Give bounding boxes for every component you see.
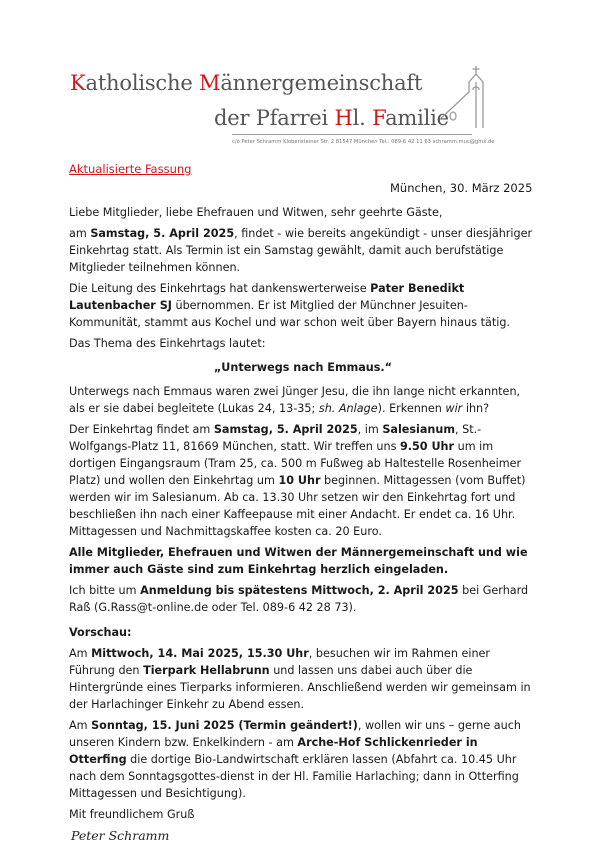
bold-text: Samstag, 5. April 2025 [90, 227, 235, 240]
letterhead-text: ännergemeinschaft [220, 71, 423, 95]
text-run: Der Einkehrtag findet am [69, 423, 214, 436]
letterhead-text: l. [352, 106, 373, 130]
text-run: , findet - wie bereits angekündigt - unser diesjähriger Einkehrtag statt. Als Termin ist ein Samstag gewählt, damit auch berufstätige Mitglieder teilnehmen können. [69, 227, 533, 274]
text-run: die dortige Bio-Landwirtschaft erklären lassen (Abfahrt ca. 10.45 Uhr nach dem Sonntagsgottes-dienst in der Hl. Familie Harlaching; dann in Otterfing Mittagessen und Besichtigung). [69, 753, 519, 800]
text-run: Unterwegs nach Emmaus waren zwei Jünger Jesu, die ihn lange nicht erkannten, als er sie dabei begleitete (Lukas 24, 13-35; [69, 385, 521, 415]
text-run: um im dortigen Eingangsraum (Tram 25, ca. 500 m Fußweg ab Haltestelle Rosenheimer Platz) und wollen den Einkehrtag um [69, 440, 522, 487]
letterhead-divider [232, 134, 472, 135]
bold-text: „Unterwegs nach Emmaus.“ [213, 361, 393, 374]
letter-paragraph [69, 280, 537, 331]
letterhead-text: amilie [385, 106, 449, 130]
letterhead-initial: H [334, 106, 353, 130]
revision-status-link[interactable]: Aktualisierte Fassung [69, 162, 192, 176]
text-run: Das Thema des Einkehrtags lautet: [69, 337, 266, 350]
letter-date: München, 30. März 2025 [390, 181, 533, 195]
text-run: und lassen uns dabei auch über die Hintergründe eines Tierparks informieren. Anschließend werden wir gemeinsam in der Harlachinger Einkehr zu Abend essen. [69, 664, 531, 711]
letter-paragraph [69, 624, 537, 641]
text-run: übernommen. Er ist Mitglied der Münchner Jesuiten-Kommunität, stammt aus Kochel und war schon weit über Bayern hinaus tätig. [69, 299, 510, 329]
letter-paragraph [69, 645, 537, 713]
text-run: am [69, 227, 91, 240]
letter-paragraph [69, 806, 537, 823]
letter-paragraph [69, 544, 537, 578]
text-run: , wollen wir uns – gerne auch unseren Kindern bzw. Enkelkindern - am [69, 719, 521, 749]
text-run: Ich bitte um [69, 584, 141, 597]
text-run: ). Erkennen [377, 402, 446, 415]
letter-paragraph [69, 204, 537, 221]
letterhead-initial: M [199, 71, 221, 95]
letterhead-title-line2 [214, 106, 449, 130]
bold-text: 9.50 Uhr [399, 440, 455, 453]
letter-paragraph [69, 359, 537, 376]
text-run: , St.-Wolfgangs-Platz 11, 81669 München, statt. Wir treffen uns [69, 423, 482, 453]
text-run: Die Leitung des Einkehrtags hat dankenswerterweise [69, 282, 371, 295]
letterhead-initial: K [70, 71, 86, 95]
letter-paragraph [69, 335, 537, 352]
letterhead-text: der Pfarrei [214, 106, 335, 130]
letterhead-address: c/o Peter Schramm Klobensteiner Str. 2 81547 München Tel.: 089-6 42 11 63 schramm.muc@gmx.de [232, 139, 495, 145]
text-run: ihn? [462, 402, 490, 415]
text-run: bei Gerhard Raß (G.Rass@t-online.de oder Tel. 089-6 42 28 73). [69, 584, 529, 614]
letter-paragraph [69, 717, 537, 802]
italic-text: sh. Anlage [318, 402, 378, 415]
letter-paragraph [69, 383, 537, 417]
bold-text: 10 Uhr [278, 474, 321, 487]
text-run: Mit freundlichem Gruß [69, 808, 195, 821]
bold-text: Mittwoch, 14. Mai 2025, 15.30 Uhr [91, 647, 309, 660]
letter-body [69, 204, 537, 844]
church-logo-icon [432, 64, 502, 130]
bold-text: Arche-Hof Schlickenrieder in Otterfing [69, 736, 478, 766]
text-run: Am [69, 647, 92, 660]
bold-text: Alle Mitglieder, Ehefrauen und Witwen der Männergemeinschaft und wie immer auch Gäste sind zum Einkehrtag herzlich eingeladen. [69, 546, 528, 576]
bold-text: Anmeldung bis spätestens Mittwoch, 2. April 2025 [140, 584, 459, 597]
letterhead-text: atholische [85, 71, 200, 95]
bold-text: Salesianum [382, 423, 456, 436]
bold-text: Sonntag, 15. Juni 2025 (Termin geändert!) [91, 719, 358, 732]
text-run: beginnen. Mittagessen (vom Buffet) werden wir im Salesianum. Ab ca. 13.30 Uhr setzen wir den Einkehrtag fort und beschließen ihn nach einer Kaffeepause mit einer Andacht. Er endet ca. 16 Uhr. Mittagessen und Nachmittagskaffee kosten ca. 20 Euro. [69, 474, 526, 538]
text-run: Am [69, 719, 92, 732]
letter-paragraph [69, 582, 537, 616]
bold-text: Pater Benedikt Lautenbacher SJ [69, 282, 465, 312]
signature: Peter Schramm [71, 828, 170, 843]
italic-text: wir [445, 402, 463, 415]
bold-text: Samstag, 5. April 2025 [213, 423, 358, 436]
bold-text: Vorschau: [69, 626, 132, 639]
letterhead-initial: F [372, 106, 386, 130]
bold-text: Tierpark Hellabrunn [143, 664, 270, 677]
letterhead-title-line1 [70, 71, 422, 95]
text-run: Liebe Mitglieder, liebe Ehefrauen und Witwen, sehr geehrte Gäste, [69, 206, 443, 219]
text-run: , besuchen wir im Rahmen einer Führung den [69, 647, 491, 677]
letter-paragraph [69, 225, 537, 276]
letter-paragraph [69, 421, 537, 540]
text-run: , im [357, 423, 383, 436]
